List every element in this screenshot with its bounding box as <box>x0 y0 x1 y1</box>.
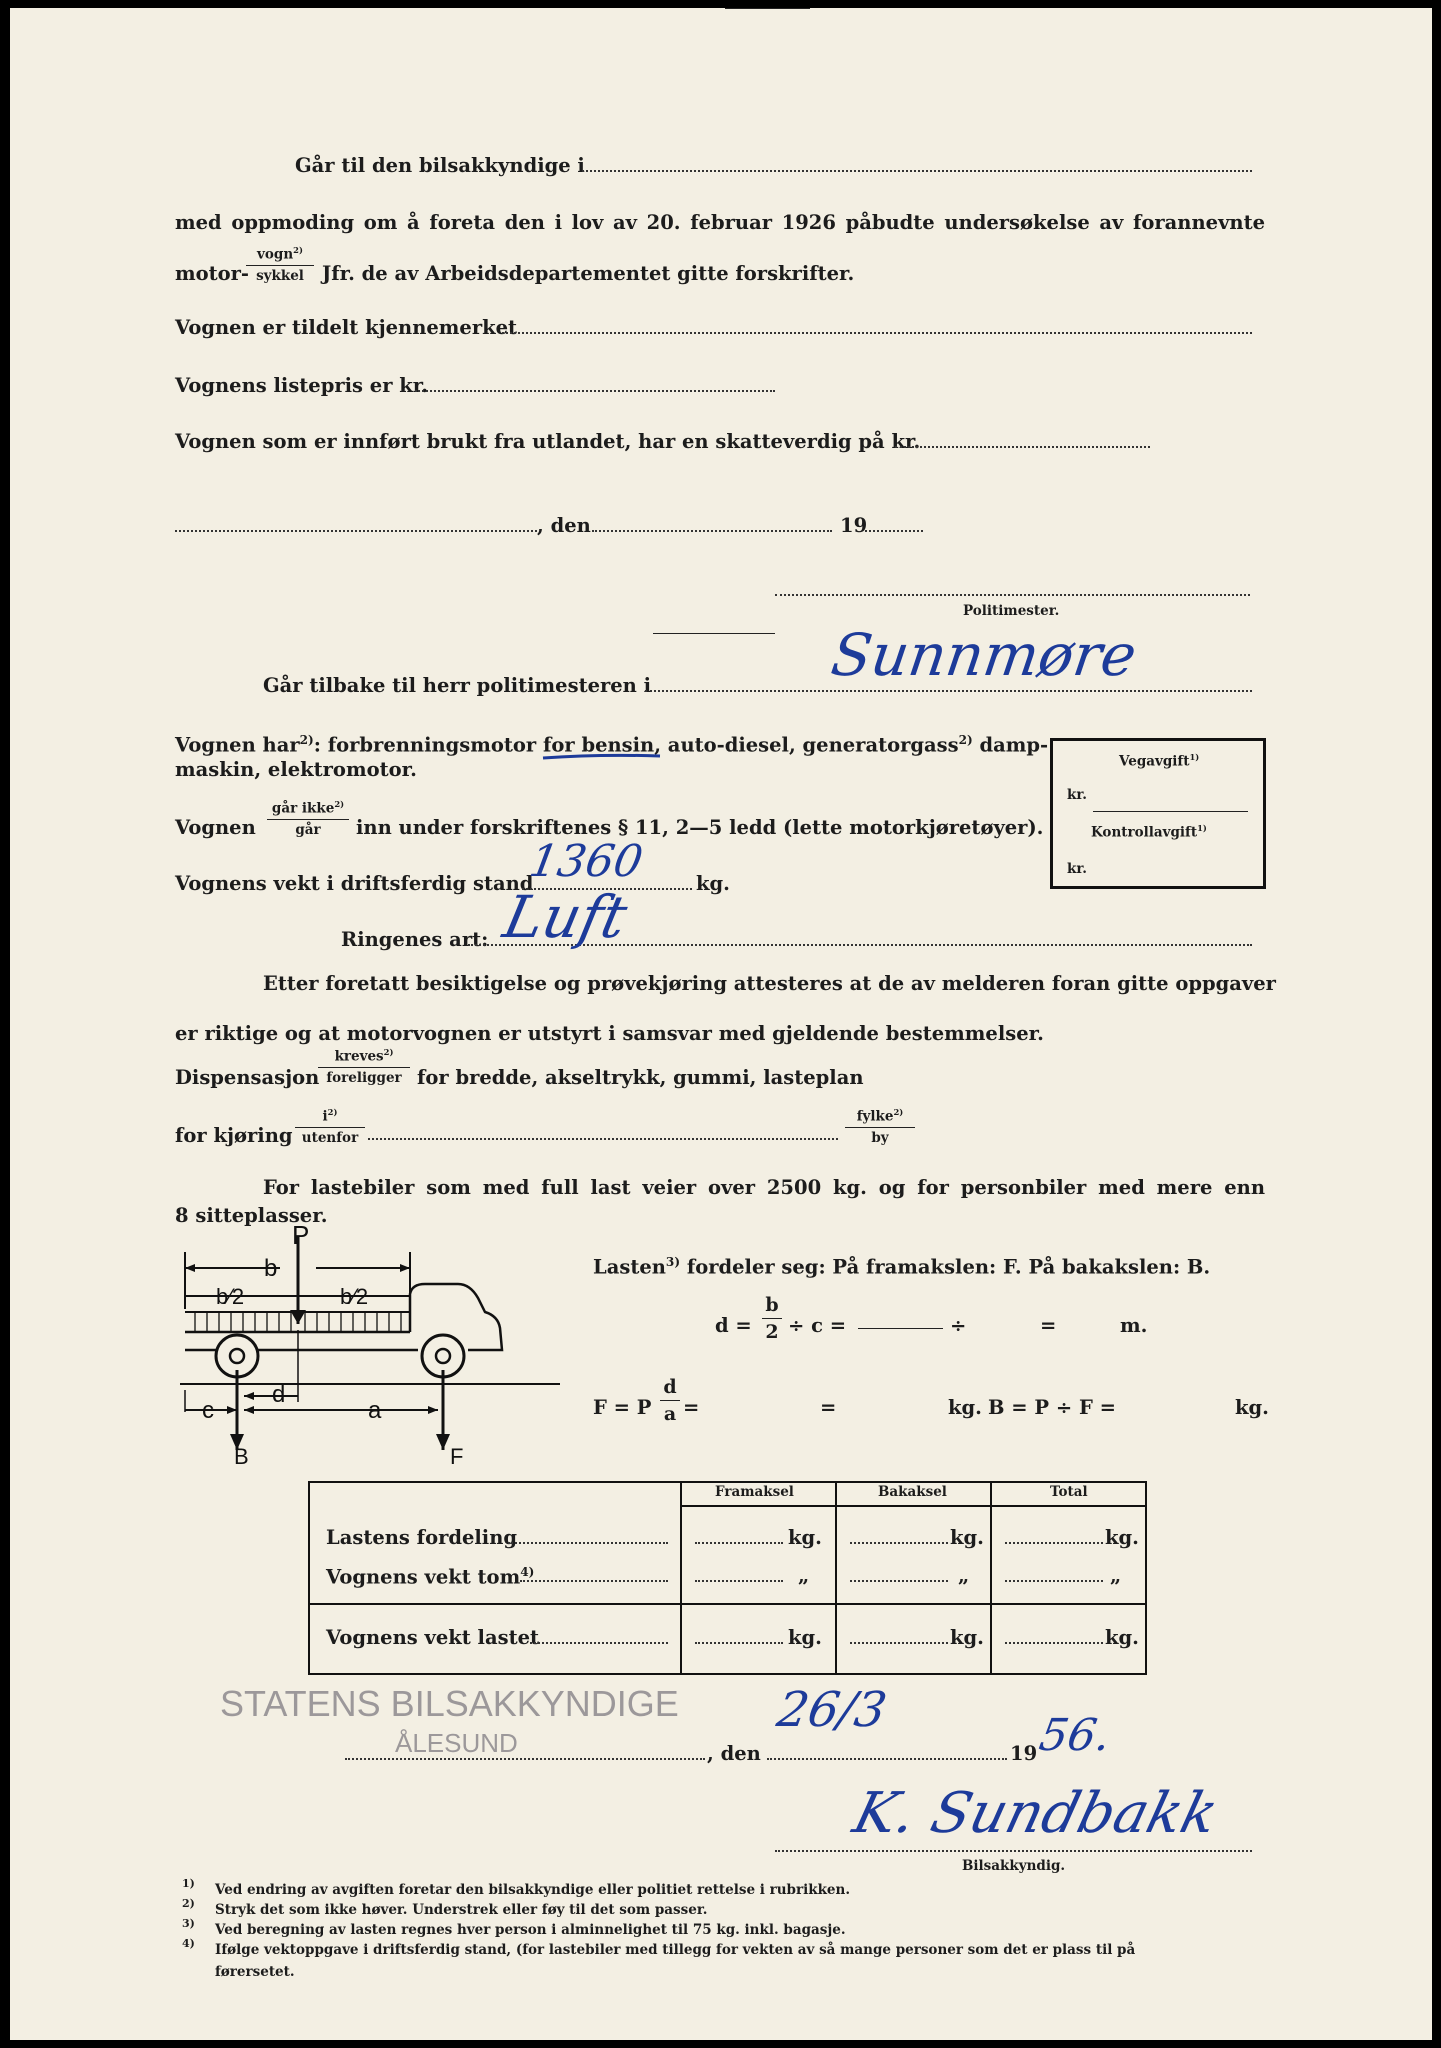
cell-loaded-total[interactable] <box>1005 1642 1103 1644</box>
politimester-label: Politimester. <box>963 603 1060 619</box>
weight-label: Vognens vekt i driftsferdig stand <box>175 872 534 895</box>
formula-d-mid: ÷ c = <box>788 1314 847 1337</box>
front-axle-arrow-icon <box>436 1434 450 1450</box>
year2-prefix: 19 <box>1010 1742 1038 1765</box>
inspector-signature-handwriting: K. Sundbakk <box>847 1781 1225 1846</box>
col-total: Total <box>1050 1484 1088 1500</box>
cell-loaded-front[interactable] <box>695 1642 783 1644</box>
cell-loaded-rear-unit: kg. <box>950 1626 984 1649</box>
truck-text-line1: For lastebiler som med full last veier over 2500 kg. og for personbiler med mere enn <box>263 1176 1265 1199</box>
request-text: med oppmoding om å foreta den i lov av 20. februar 1926 påbudte undersøkelse av forannevnte <box>175 211 1265 234</box>
gar-fraction: går ikke$^{2)}$ går <box>267 800 349 838</box>
dispensation-prefix: Dispensasjon <box>175 1066 320 1089</box>
formula-d-left: d = <box>715 1314 752 1337</box>
truck-load-diagram <box>180 1224 560 1464</box>
footnote-4: Ifølge vektoppgave i driftsferdig stand, (for lastebiler med tillegg for vekten av så mange personer som det er plass til på <box>215 1942 1136 1958</box>
diagram-d-label: d <box>272 1381 286 1408</box>
light-vehicle-prefix: Vognen <box>175 816 256 839</box>
kreves-fraction: kreves$^{2)}$ foreligger <box>318 1048 410 1086</box>
recipient-label: Går til den bilsakkyndige i <box>295 154 585 177</box>
formula-f-eq: = <box>683 1396 700 1419</box>
date-den-label: , den <box>537 514 591 537</box>
tax-value-field[interactable] <box>895 446 1150 448</box>
diagram-b-half-left: b⁄2 <box>216 1284 245 1309</box>
tyre-type-handwriting: Luft <box>497 883 633 951</box>
cell-empty-rear[interactable] <box>850 1580 948 1582</box>
road-fee-kr: kr. <box>1067 787 1087 803</box>
formula-f-blank <box>725 8 810 9</box>
col-framaksel: Framaksel <box>715 1484 794 1500</box>
col-bakaksel: Bakaksel <box>878 1484 947 1500</box>
cell-loaded-total-unit: kg. <box>1105 1626 1139 1649</box>
light-vehicle-text: inn under forskriftenes § 11, 2—5 ledd (lette motorkjøretøyer). <box>356 816 1044 839</box>
year-prefix: 19 <box>840 514 868 537</box>
diagram-c-label: c <box>202 1397 214 1424</box>
form-sheet <box>10 8 1432 2040</box>
motor-type-text: Vognen har$^{2)}$: forbrenningsmotor for bensin, auto-diesel, generatorgass$^{2)}$ damp- <box>175 733 1049 757</box>
dispensation-text: for bredde, akseltrykk, gummi, lasteplan <box>417 1066 864 1089</box>
recipient-field[interactable] <box>582 170 1252 172</box>
control-fee-kr: kr. <box>1067 861 1087 877</box>
fylke-by-fraction: fylke$^{2)}$ by <box>845 1108 915 1146</box>
cell-load-rear-unit: kg. <box>950 1526 984 1549</box>
date-field[interactable] <box>592 530 832 532</box>
agency-stamp: STATENS BILSAKKYNDIGE <box>220 1683 679 1724</box>
row-lastens-fordeling: Lastens fordeling <box>326 1526 518 1549</box>
vogn-sykkel-fraction: vogn$^{2)}$ sykkel <box>246 246 314 284</box>
motor-prefix: motor- <box>175 262 250 285</box>
truck-text-line2: 8 sitteplasser. <box>175 1204 328 1227</box>
cell-load-total-unit: kg. <box>1105 1526 1139 1549</box>
separator <box>653 633 775 634</box>
footnote-2: Stryk det som ikke høver. Understrek eller føy til det som passer. <box>215 1902 708 1918</box>
formula-f-kg: kg. <box>948 1396 982 1419</box>
year-field[interactable] <box>865 530 923 532</box>
attestation-line2: er riktige og at motorvognen er utstyrt i samsvar med gjeldende bestemmelser. <box>175 1022 1044 1045</box>
diagram-rear-axle-label: B <box>234 1444 249 1464</box>
diagram-a-label: a <box>368 1397 382 1424</box>
motor-type-text-line2: maskin, elektromotor. <box>175 758 417 781</box>
date2-den-label: , den <box>707 1742 761 1765</box>
formula-f-fraction: $\frac{d}{a}$ <box>660 1378 680 1424</box>
footnote-2-num: 2) <box>182 1897 195 1910</box>
fee-divider <box>1093 811 1248 812</box>
cell-empty-front[interactable] <box>695 1580 783 1582</box>
cell-load-total[interactable] <box>1005 1542 1103 1544</box>
footnote-1-num: 1) <box>182 1877 195 1890</box>
place-field[interactable] <box>175 530 537 532</box>
footnote-1: Ved endring av avgiften foretar den bilsakkyndige eller politiet rettelse i rubrikken. <box>215 1882 851 1898</box>
cell-loaded-rear[interactable] <box>850 1642 948 1644</box>
load-distribution-table <box>308 1481 1147 1675</box>
row-vekt-lastet: Vognens vekt lastet <box>326 1626 539 1649</box>
list-price-field[interactable] <box>415 390 775 392</box>
cell-empty-total[interactable] <box>1005 1580 1103 1582</box>
cell-loaded-front-unit: kg. <box>788 1626 822 1649</box>
plate-field[interactable] <box>502 332 1252 334</box>
road-fee-label: Vegavgift$^{1)}$ <box>1119 752 1200 770</box>
row-vekt-tom: Vognens vekt tom$^{4)}$ <box>326 1565 535 1589</box>
tax-value-label: Vognen som er innført brukt fra utlandet, har en skatteverdig på kr. <box>175 430 921 453</box>
cell-empty-total-unit: „ <box>1110 1564 1122 1587</box>
formula-d-div: ÷ <box>950 1314 967 1337</box>
driving-prefix: for kjøring <box>175 1124 293 1147</box>
i-utenfor-fraction: $i^{2)}$ utenfor <box>295 1108 365 1146</box>
inspector-role-label: Bilsakkyndig. <box>962 1858 1066 1874</box>
plate-label: Vognen er tildelt kjennemerket <box>175 316 518 339</box>
return-label: Går tilbake til herr politimesteren i <box>263 674 652 697</box>
year-handwriting: 56. <box>1035 1710 1115 1761</box>
weight-unit: kg. <box>696 872 730 895</box>
politimester-signature-field[interactable] <box>775 594 1250 596</box>
place-field-2[interactable] <box>345 1758 705 1760</box>
footnote-3-num: 3) <box>182 1917 195 1930</box>
formula-d-eq: = <box>1040 1314 1057 1337</box>
return-field[interactable] <box>645 690 1252 692</box>
inspector-signature-field[interactable] <box>775 1850 1252 1852</box>
load-heading: Lasten$^{3)}$ fordeler seg: På framakslen: F. På bakakslen: B. <box>593 1255 1211 1279</box>
date-handwriting: 26/3 <box>773 1682 891 1738</box>
diagram-b-label: b <box>264 1255 278 1282</box>
tyre-type-label: Ringenes art: <box>341 928 489 951</box>
cell-empty-rear-unit: „ <box>958 1564 970 1587</box>
formula-f-left: F = P <box>593 1396 652 1419</box>
district-handwriting: Sunnmøre <box>827 621 1141 689</box>
driving-area-field[interactable] <box>368 1138 838 1140</box>
agency-stamp-city: ÅLESUND <box>395 1728 518 1758</box>
weight-handwriting: 1360 <box>525 836 647 887</box>
control-fee-label: Kontrollavgift$^{1)}$ <box>1091 823 1207 841</box>
formula-b-kg: kg. <box>1235 1396 1269 1419</box>
formula-d-fraction: $\frac{b}{2}$ <box>762 1296 782 1342</box>
cell-load-rear[interactable] <box>850 1542 948 1544</box>
formula-d-unit: m. <box>1120 1314 1148 1337</box>
list-price-label: Vognens listepris er kr. <box>175 374 429 397</box>
date-field-2[interactable] <box>767 1758 1007 1760</box>
diagram-b-half-right: b⁄2 <box>340 1284 369 1309</box>
footnote-4-num: 4) <box>182 1937 195 1950</box>
diagram-front-axle-label: F <box>450 1444 464 1464</box>
attestation-line1: Etter foretatt besiktigelse og prøvekjøring attesteres at de av melderen foran gitte oppgaver <box>263 972 1276 995</box>
cell-load-front-unit: kg. <box>788 1526 822 1549</box>
formula-b: B = P ÷ F = <box>988 1396 1116 1419</box>
diagram-p-label: P <box>292 1224 310 1250</box>
cell-load-front[interactable] <box>695 1542 783 1544</box>
formula-d-blank1 <box>858 1328 943 1329</box>
footnote-4-cont: førersetet. <box>215 1964 295 1980</box>
footnote-3: Ved beregning av lasten regnes hver person i alminnelighet til 75 kg. inkl. bagasje. <box>215 1922 846 1938</box>
cell-empty-front-unit: „ <box>798 1564 810 1587</box>
bensin-underline <box>540 750 665 762</box>
regulation-ref: Jfr. de av Arbeidsdepartementet gitte forskrifter. <box>322 262 855 285</box>
fee-box <box>1050 738 1266 889</box>
formula-f-eq2: = <box>820 1396 837 1419</box>
